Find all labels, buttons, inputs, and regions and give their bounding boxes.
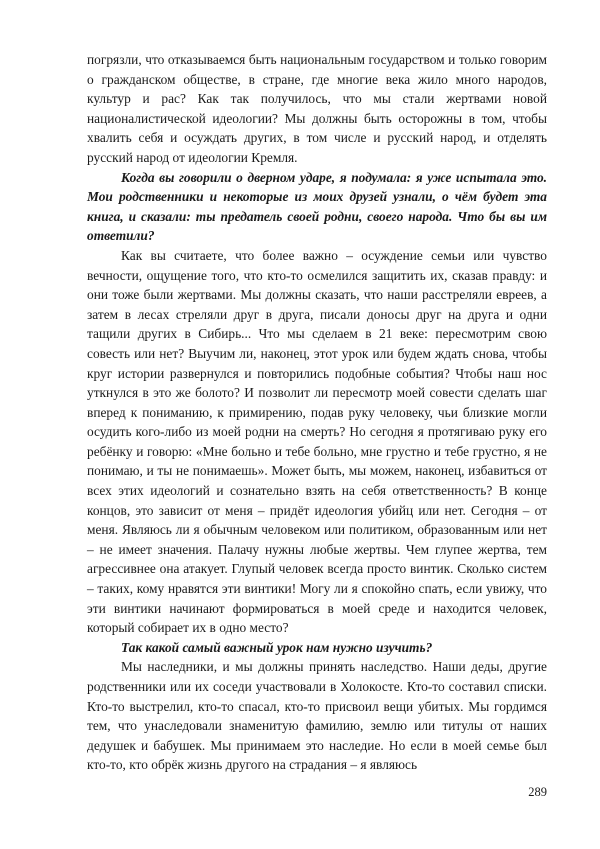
interview-question-lesson: Так какой самый важный урок нам нужно изучить?: [121, 639, 433, 655]
page-number: 289: [528, 785, 547, 799]
answer-paragraph-heritage: Мы наследники, и мы должны принять наследство. Наши деды, другие родственники или их соседи участвовали в Холокосте. Кто-то составил списки. Кто-то выстрелил, кто-то спасал, кто-то присвоил вещи убитых. Мы гордимся тем, что унаследовали знаменитую фамилию, землю или титулы от наших дедушек и бабушек. Мы принимаем это наследие. Но если в моей семье был кто-то, кто обрёк жизнь другого на страдания – я являюсь: [87, 659, 547, 773]
interview-question-betrayal: Когда вы говорили о дверном ударе, я подумала: я уже испытала это. Мои родственники и некоторые из моих друзей узнали, о чём будет эта книга, и сказали: ты предатель своей родни, своего народа. Что бы вы им ответили?: [87, 169, 547, 244]
paragraph-intro: погрязли, что отказываемся быть национальным государством и только говорим о гражданском обществе, в стране, где многие века жило много народов, культур и рас? Как так получилось, что мы стали жертвами новой националистической идеологии? Мы должны быть осторожны в том, чтобы хвалить себя и осуждать других, в том числе и русский народ, и отделять русский народ от идеологии Кремля.: [87, 52, 547, 165]
answer-paragraph-conscience: Как вы считаете, что более важно – осуждение семьи или чувство вечности, ощущение того, что кто-то осмелился защитить их, сказав правду: и они тоже были жертвами. Мы должны сказать, что наши расстреляли евреев, а затем в лесах стреляли друг в друга, писали доносы друг на друга и одни тащили других в Сибирь... Что мы сделаем в 21 веке: пересмотрим свою совесть или нет? Выучим ли, наконец, этот урок или будем ждать снова, чтобы круг истории развернулся и повторились подобные события? Чтобы наш нос уткнулся в это же болото? И позволит ли пересмотр моей совести сделать шаг вперед к пониманию, к примирению, подав руку человеку, чьи близкие могли осудить кого-либо из моей родни на смерть? Но сегодня я протягиваю руку его ребёнку и говорю: «Мне больно и тебе больно, мне грустно и тебе грустно, я не понимаю, и ты не понимаешь». Может быть, мы можем, наконец, избавиться от всех этих идеологий и сознательно взять на себя ответственность? В конце концов, это зависит от меня – придёт идеология убийц или нет. Сегодня – от меня. Являюсь ли я обычным человеком или политиком, образованным или нет – не имеет значения. Палачу нужны любые жертвы. Чем глупее жертва, тем агрессивнее она атакует. Глупый человек всегда просто винтик. Сколько систем – таких, кому нравятся эти винтики! Могу ли я спокойно спать, если увижу, что эти винтики начинают формироваться в моей среде и находится человек, который собирает их в одно место?: [87, 247, 547, 636]
page-body: [87, 50, 547, 775]
